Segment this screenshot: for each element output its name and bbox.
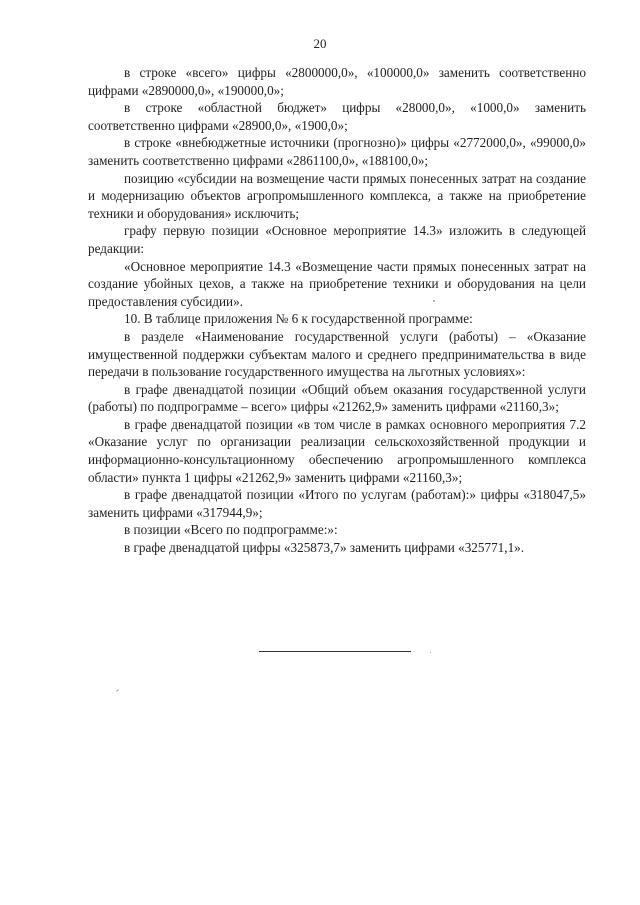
paragraph: в графе двенадцатой позиции «Общий объем оказания государственной услуги (работы) по подпрограмме – всего» цифры «21262,9» заменить цифрами «21160,3»;: [88, 381, 586, 415]
end-divider-line: [259, 651, 411, 652]
paragraph: в строке «внебюджетные источники (прогнозно)» цифры «2772000,0», «99000,0» заменить соответственно цифрами «2861100,0», «188100,0»;: [88, 135, 586, 168]
paragraph: позицию «субсидии на возмещение части прямых понесенных затрат на создание и модернизацию объектов агропромышленного комплекса, а также на приобретение техники и оборудования» исключить;: [88, 170, 586, 221]
paragraph: в разделе «Наименование государственной услуги (работы) – «Оказание имущественной поддержки субъектам малого и среднего предпринимательства в виде передачи в пользование государственного имущества на льготных условиях»:: [88, 328, 586, 380]
scan-speck: [430, 652, 431, 653]
page-number: 20: [313, 36, 327, 51]
paragraph: в строке «всего» цифры «2800000,0», «100000,0» заменить соответственно цифрами «2890000,0», «190000,0»;: [88, 65, 586, 98]
paragraph: в графе двенадцатой позиции «Итого по услугам (работам):» цифры «318047,5» заменить цифрами «317944,9»;: [88, 487, 586, 520]
scan-speck: [116, 689, 119, 692]
scan-speck: [433, 300, 435, 302]
paragraph: «Основное мероприятие 14.3 «Возмещение части прямых понесенных затрат на создание убойных цехов, а также на приобретение техники и оборудования на цели предоставления субсидии».: [88, 258, 586, 309]
paragraph: в графе двенадцатой цифры «325873,7» заменить цифрами «325771,1».: [124, 540, 525, 556]
paragraph: в строке «областной бюджет» цифры «28000,0», «1000,0» заменить соответственно цифрами «28900,0», «1900,0»;: [88, 100, 586, 133]
paragraph: в графе двенадцатой позиции «в том числе в рамках основного мероприятия 7.2 «Оказание услуг по организации реализации сельскохозяйственной продукции и информационно-консультационному обеспечению агропромышленного комплекса области» пункта 1 цифры «21262,9» заменить цифрами «21160,3»;: [88, 416, 586, 485]
paragraph: в позиции «Всего по подпрограмме:»:: [124, 522, 338, 538]
paragraph: 10. В таблице приложения № 6 к государственной программе:: [124, 311, 473, 327]
paragraph: графу первую позиции «Основное мероприятие 14.3» изложить в следующей редакции:: [88, 223, 586, 256]
document-body: [88, 64, 586, 557]
